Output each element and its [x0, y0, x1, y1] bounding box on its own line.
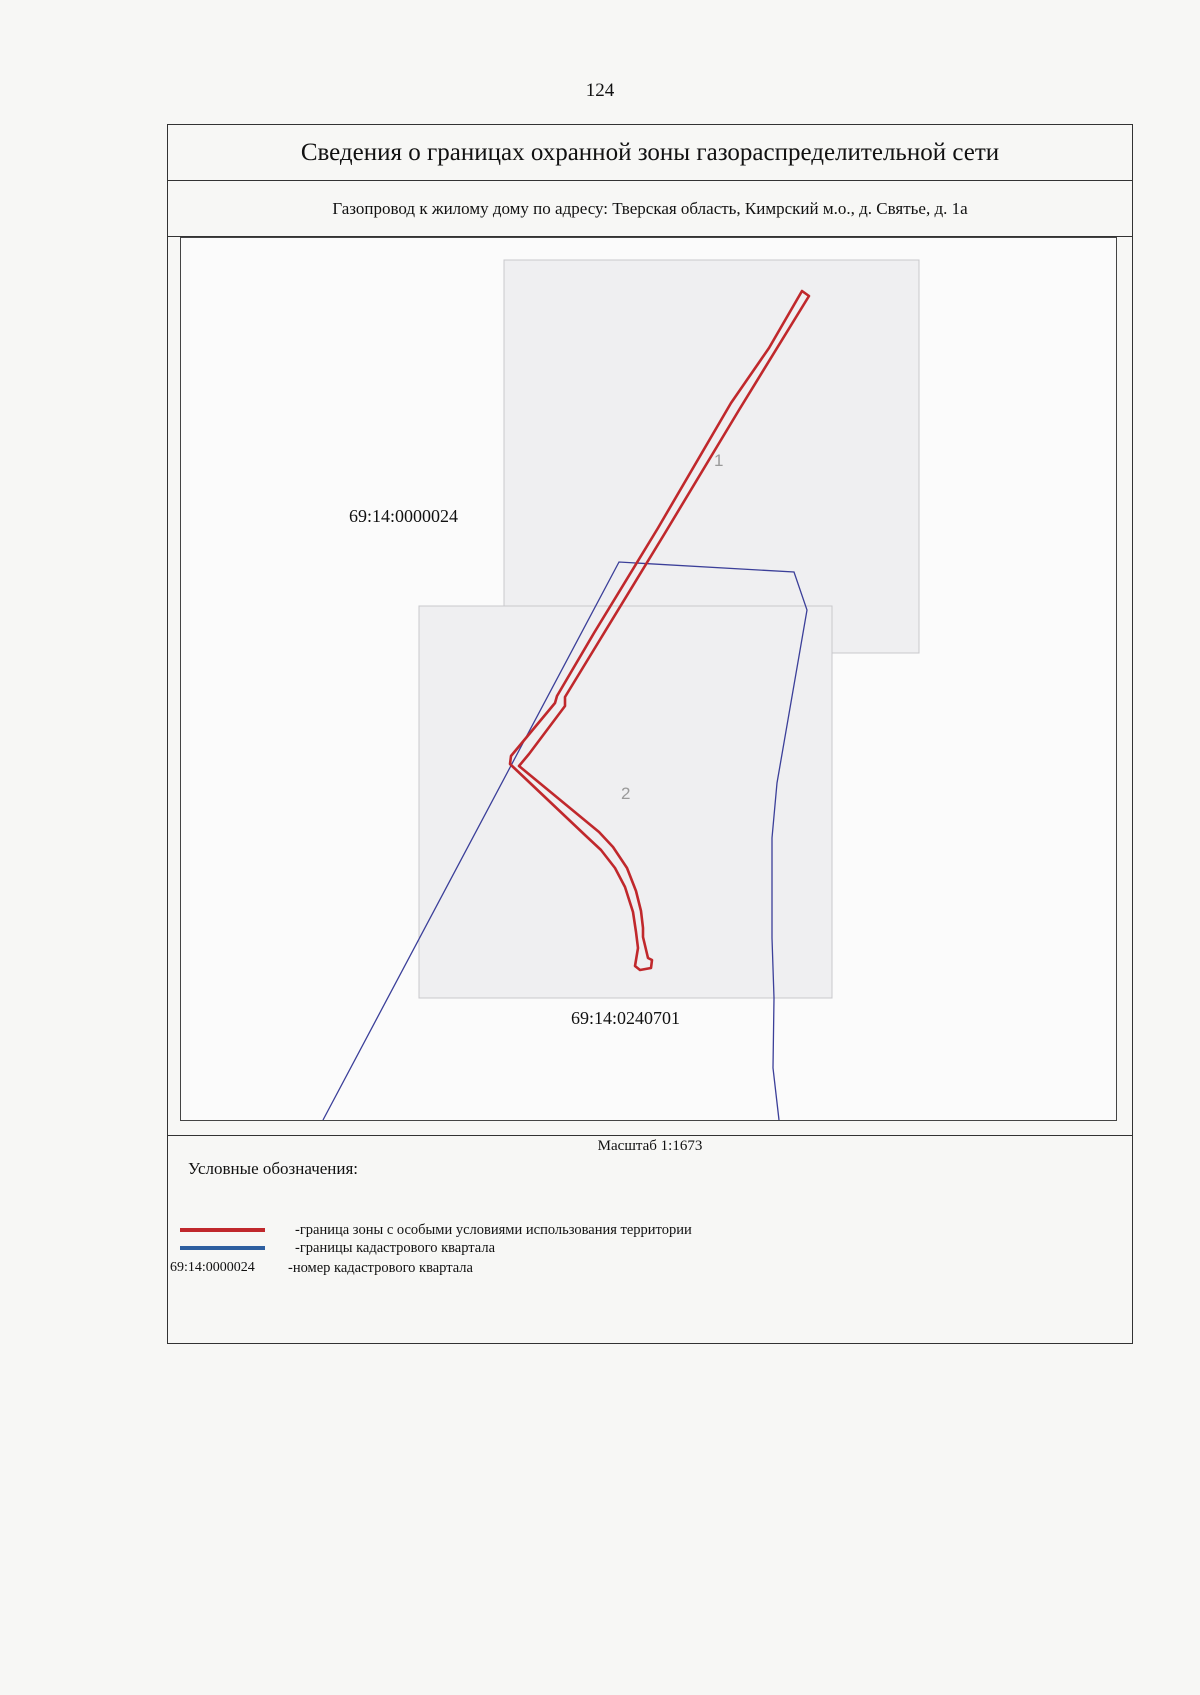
legend-code-sample: 69:14:0000024 — [170, 1260, 255, 1275]
legend-item-label: -граница зоны с особыми условиями использования территории — [295, 1221, 692, 1238]
legend-item-zone-boundary — [180, 1221, 692, 1239]
map-scale: Масштаб 1:1673 — [597, 1138, 703, 1154]
document-title: Сведения о границах охранной зоны газораспределительной сети — [168, 125, 1132, 181]
red-line-swatch — [180, 1228, 265, 1232]
cadastral-quarter-label-2: 69:14:0240701 — [571, 1008, 681, 1028]
legend-divider — [168, 1135, 1132, 1136]
cadastral-quarter-label-1: 69:14:0000024 — [349, 506, 459, 526]
document-subtitle: Газопровод к жилому дому по адресу: Тверская область, Кимрский м.о., д. Святье, д. 1а — [168, 181, 1132, 237]
legend-title: Условные обозначения: — [188, 1159, 359, 1178]
map-frame — [180, 237, 1117, 1121]
map-sheet — [167, 124, 1133, 1344]
sheet-label-1: 1 — [714, 451, 724, 470]
legend-item-label: -границы кадастрового квартала — [295, 1239, 496, 1256]
map-canvas — [181, 238, 1118, 1122]
blue-line-swatch — [180, 1246, 265, 1250]
legend-item-label: -номер кадастрового квартала — [288, 1259, 473, 1276]
legend-item-quarter-boundary — [180, 1239, 495, 1257]
page-number: 124 — [585, 80, 615, 101]
legend-item-quarter-number — [170, 1259, 473, 1277]
sheet-label-2: 2 — [621, 784, 631, 803]
